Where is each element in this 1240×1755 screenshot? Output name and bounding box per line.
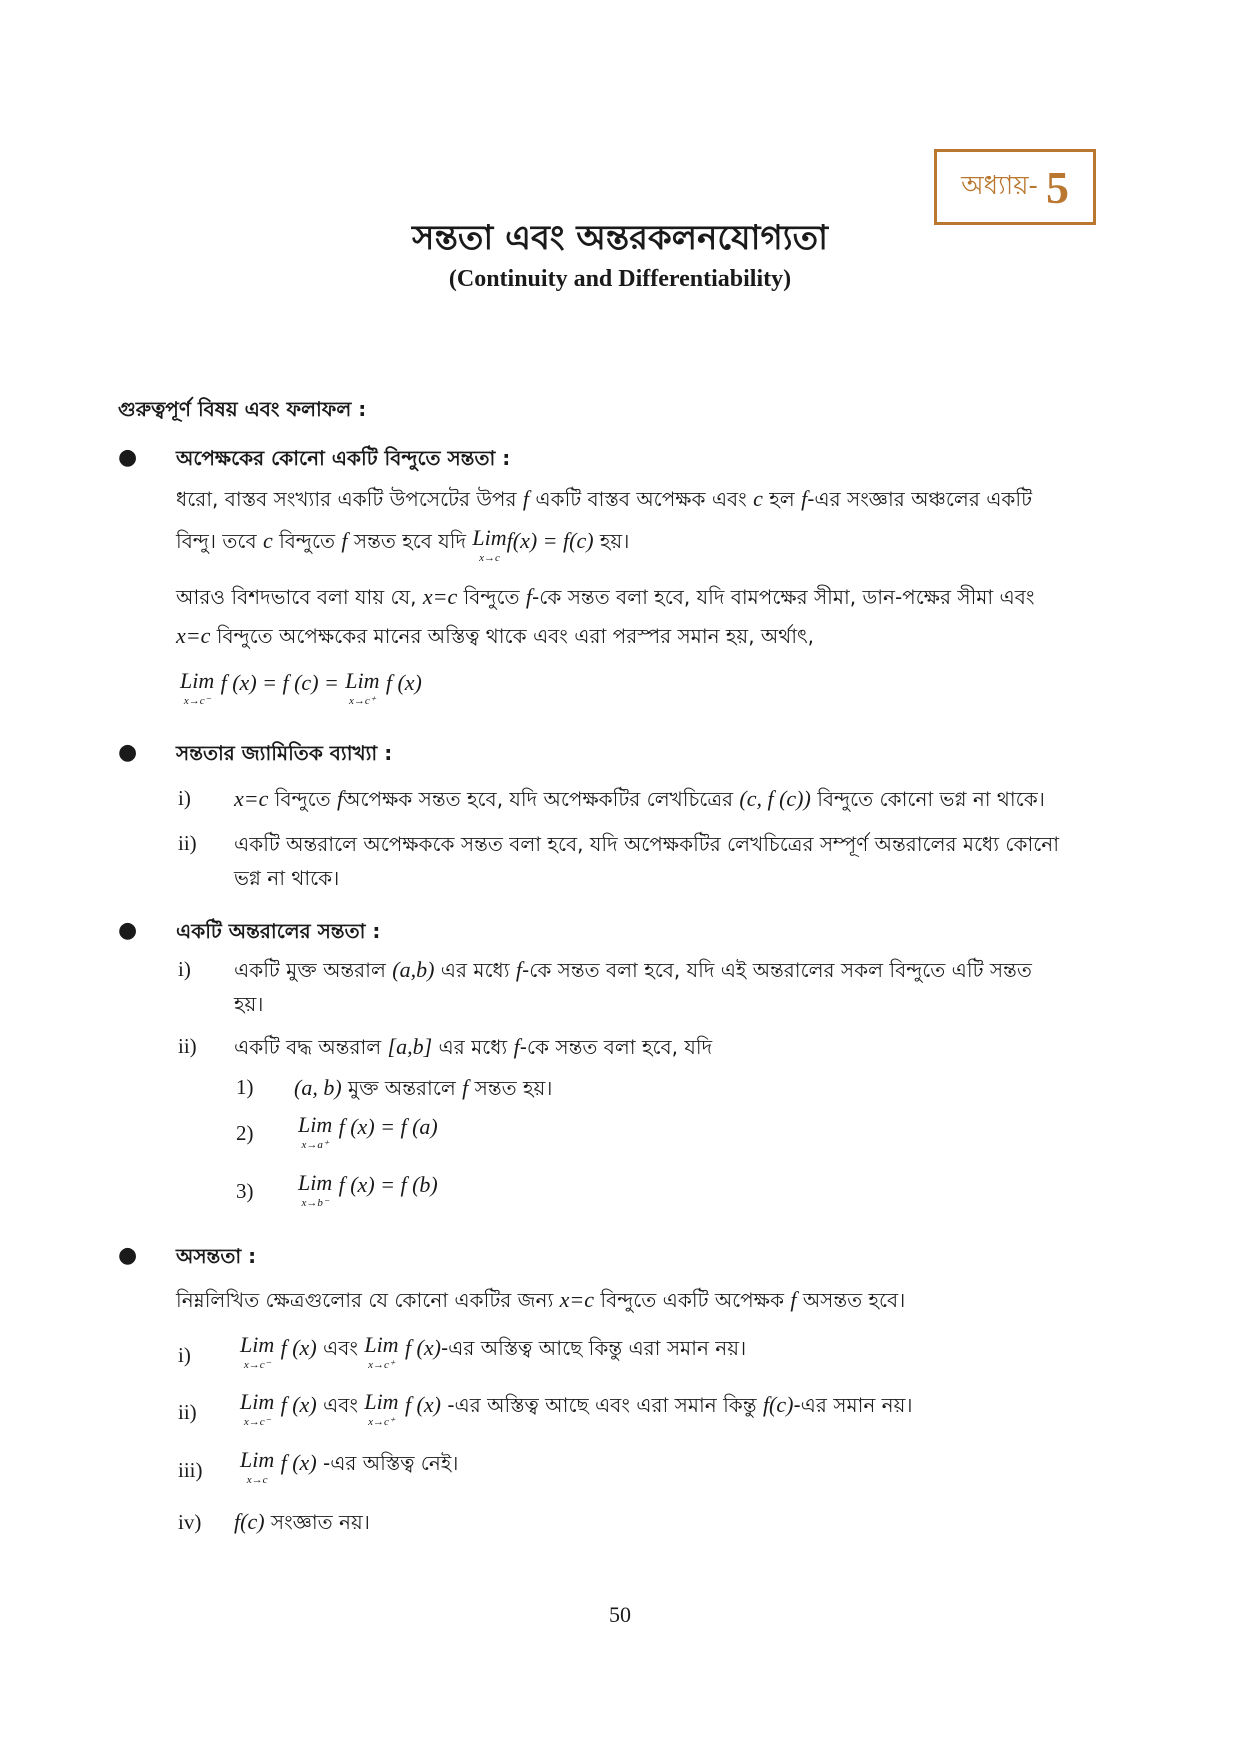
list-number: iii) (178, 1458, 203, 1482)
limit-expression: Lim x→c (472, 525, 507, 564)
bullet-icon: ● (118, 740, 138, 765)
s1-para-1: ধরো, বাস্তব সংখ্যার একটি উপসেটের উপর f একটি বাস্তব অপেক্ষক এবং c হল f-এর সংজ্ঞার অঞ্চলের একটি (176, 486, 1033, 511)
bullet-icon: ● (118, 1243, 138, 1268)
s3-heading: একটি অন্তরালের সন্ততা : (176, 919, 381, 943)
s1-para-4: x=c বিন্দুতে অপেক্ষকের মানের অস্তিত্ব থাকে এবং এরা পরস্পর সমান হয়, অর্থাৎ, (176, 623, 815, 648)
s1-para-2: বিন্দু। তবে c বিন্দুতে f সন্তত হবে যদি Lim x→c f(x) = f(c) হয়। (176, 525, 630, 564)
chapter-label: অধ্যায়- (961, 171, 1038, 201)
s4-heading: অসন্ততা : (176, 1244, 257, 1268)
s4-item-1: Lim x→c⁻ f (x) এবং Lim x→c⁺ f (x)-এর অস্তিত্ব আছে কিন্তু এরা সমান নয়। (240, 1332, 747, 1371)
s3-item-1-line-2: হয়। (234, 992, 264, 1016)
s2-item-1: x=c বিন্দুতে fঅপেক্ষক সন্তত হবে, যদি অপেক্ষকটির লেখচিত্রের (c, f (c)) বিন্দুতে কোনো ভগ্ন না থাকে। (234, 786, 1045, 811)
list-number: 3) (236, 1179, 254, 1203)
list-number: 2) (236, 1121, 254, 1145)
list-number: iv) (178, 1510, 202, 1534)
chapter-number: 5 (1045, 161, 1069, 213)
list-number: i) (178, 957, 191, 981)
list-number: ii) (178, 831, 197, 855)
bullet-icon: ● (118, 445, 138, 470)
page-title: সন্ততা এবং অন্তরকলনযোগ্যতা (412, 218, 828, 258)
list-number: i) (178, 1343, 191, 1367)
s3-condition-1: (a, b) মুক্ত অন্তরালে f সন্তত হয়। (294, 1075, 553, 1100)
list-number: i) (178, 786, 191, 810)
list-number: ii) (178, 1400, 197, 1424)
s2-heading: সন্ততার জ্যামিতিক ব্যাখ্যা : (176, 741, 393, 765)
s2-item-2-line-2: ভগ্ন না থাকে। (234, 866, 340, 890)
s3-condition-3: Lim x→b⁻ f (x) = f (b) (298, 1170, 438, 1209)
s4-item-4: f(c) সংজ্ঞাত নয়। (234, 1509, 370, 1534)
list-number: 1) (236, 1075, 254, 1099)
s4-item-3: Lim x→c f (x) -এর অস্তিত্ব নেই। (240, 1447, 459, 1486)
s3-item-2: একটি বদ্ধ অন্তরাল [a,b] এর মধ্যে f-কে সন্তত বলা হবে, যদি (234, 1034, 713, 1059)
s4-para-1: নিম্নলিখিত ক্ষেত্রগুলোর যে কোনো একটির জন্য x=c বিন্দুতে একটি অপেক্ষক f অসন্তত হবে। (176, 1287, 906, 1312)
s2-item-2-line-1: একটি অন্তরালে অপেক্ষককে সন্তত বলা হবে, যদি অপেক্ষকটির লেখচিত্রের সম্পূর্ণ অন্তরালের মধ্যে কোনো (234, 832, 1060, 856)
s1-heading: অপেক্ষকের কোনো একটি বিন্দুতে সন্ততা : (176, 446, 511, 470)
page-subtitle: (Continuity and Differentiability) (448, 266, 792, 292)
page-number: 50 (609, 1602, 631, 1627)
section-heading: গুরুত্বপূর্ণ বিষয় এবং ফলাফল : (118, 397, 367, 421)
bullet-icon: ● (118, 918, 138, 943)
list-number: ii) (178, 1034, 197, 1058)
s3-item-1-line-1: একটি মুক্ত অন্তরাল (a,b) এর মধ্যে f-কে সন্তত বলা হবে, যদি এই অন্তরালের সকল বিন্দুতে এটি সন্তত (234, 957, 1032, 982)
s4-item-2: Lim x→c⁻ f (x) এবং Lim x→c⁺ f (x) -এর অস্তিত্ব আছে এবং এরা সমান কিন্তু f(c)-এর সমান নয়। (240, 1389, 913, 1428)
s1-equation: Lim x→c⁻ f (x) = f (c) = Lim x→c⁺ f (x) (180, 668, 422, 707)
s3-condition-2: Lim x→a⁺ f (x) = f (a) (298, 1112, 438, 1151)
s1-para-3: আরও বিশদভাবে বলা যায় যে, x=c বিন্দুতে f-কে সন্তত বলা হবে, যদি বামপক্ষের সীমা, ডান-পক্ষের সীমা এবং (176, 584, 1035, 609)
